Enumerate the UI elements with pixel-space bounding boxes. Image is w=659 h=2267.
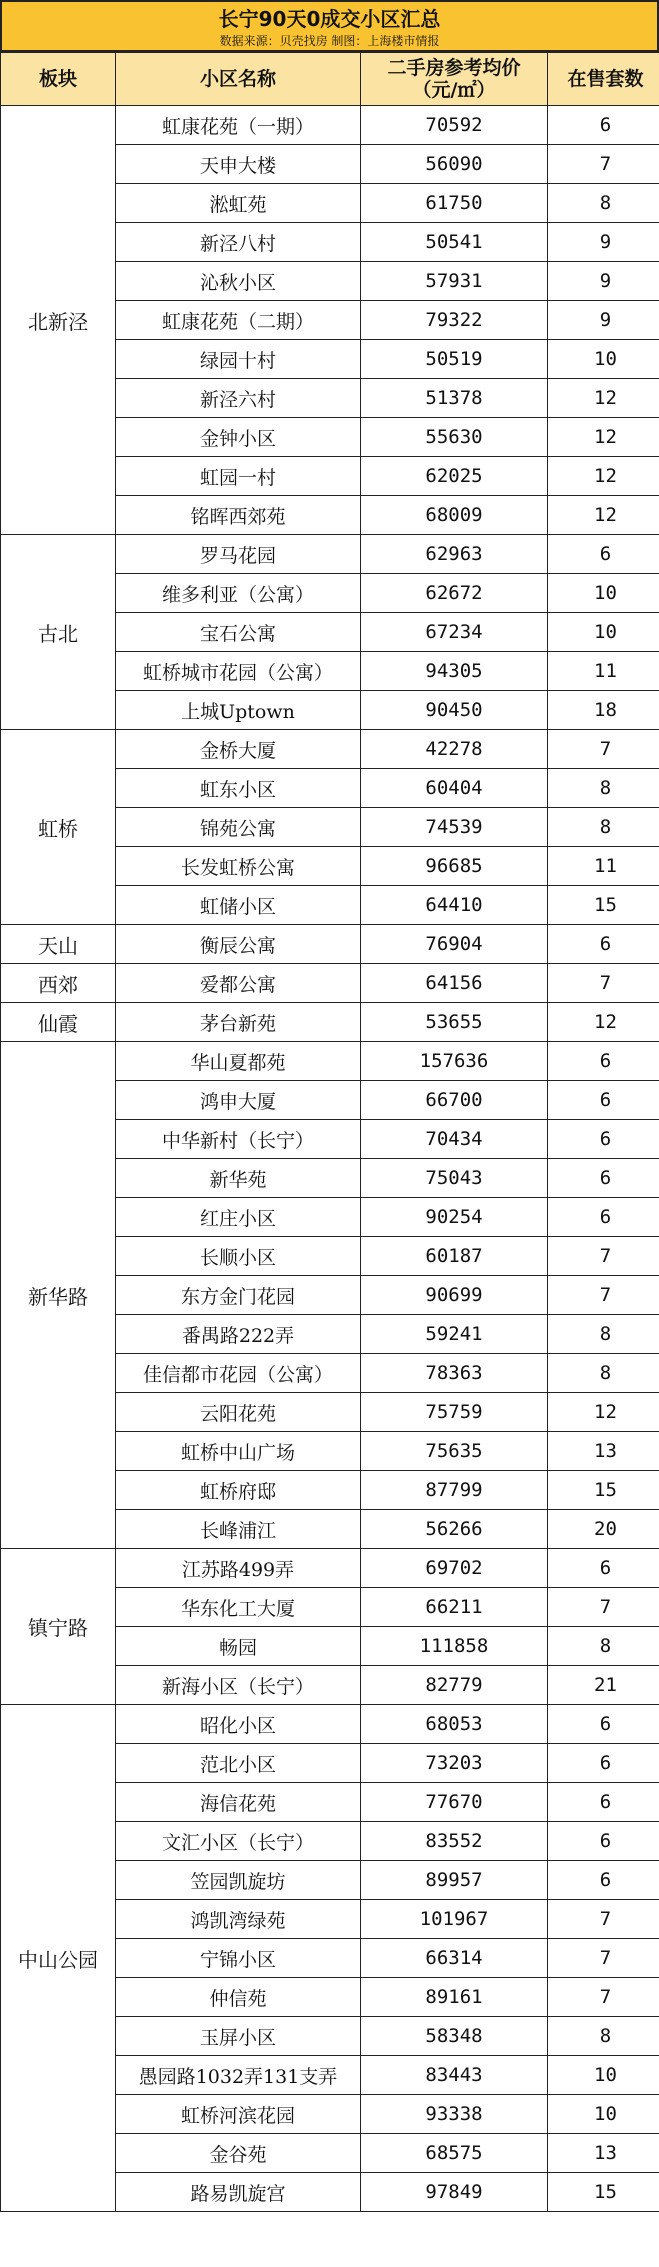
community-name-cell: 昭化小区 (116, 1705, 361, 1744)
table-row (1, 730, 659, 769)
listing-count-cell: 6 (548, 1159, 659, 1198)
district-cell: 新华路 (1, 1042, 116, 1549)
listing-count-cell: 6 (548, 1744, 659, 1783)
column-header-community: 小区名称 (116, 53, 361, 106)
community-name-cell: 虹桥府邸 (116, 1471, 361, 1510)
community-name-cell: 云阳花苑 (116, 1393, 361, 1432)
price-cell: 68575 (361, 2134, 548, 2173)
table-row (1, 964, 659, 1003)
price-cell: 75043 (361, 1159, 548, 1198)
listing-count-cell: 7 (548, 1276, 659, 1315)
listing-count-cell: 6 (548, 925, 659, 964)
listing-count-cell: 12 (548, 1003, 659, 1042)
community-name-cell: 锦苑公寓 (116, 808, 361, 847)
column-header-price (361, 53, 548, 106)
table-row (1, 1042, 659, 1081)
price-cell: 77670 (361, 1783, 548, 1822)
price-cell: 66700 (361, 1081, 548, 1120)
listing-count-cell: 7 (548, 1237, 659, 1276)
price-cell: 74539 (361, 808, 548, 847)
district-cell: 中山公园 (1, 1705, 116, 2212)
community-name-cell: 天申大楼 (116, 145, 361, 184)
listing-count-cell: 7 (548, 1978, 659, 2017)
price-cell: 53655 (361, 1003, 548, 1042)
price-cell: 57931 (361, 262, 548, 301)
listing-count-cell: 9 (548, 301, 659, 340)
community-name-cell: 茅台新苑 (116, 1003, 361, 1042)
community-name-cell: 虹东小区 (116, 769, 361, 808)
listing-count-cell: 9 (548, 223, 659, 262)
price-cell: 94305 (361, 652, 548, 691)
price-cell: 69702 (361, 1549, 548, 1588)
community-name-cell: 新泾八村 (116, 223, 361, 262)
price-cell: 59241 (361, 1315, 548, 1354)
district-cell: 镇宁路 (1, 1549, 116, 1705)
table-row (1, 1003, 659, 1042)
community-name-cell: 铭晖西郊苑 (116, 496, 361, 535)
community-name-cell: 愚园路1032弄131支弄 (116, 2056, 361, 2095)
listing-count-cell: 6 (548, 1783, 659, 1822)
price-cell: 68053 (361, 1705, 548, 1744)
listing-count-cell: 15 (548, 2173, 659, 2212)
community-name-cell: 宝石公寓 (116, 613, 361, 652)
community-name-cell: 金桥大厦 (116, 730, 361, 769)
price-cell: 56266 (361, 1510, 548, 1549)
listing-count-cell: 7 (548, 964, 659, 1003)
district-cell: 仙霞 (1, 1003, 116, 1042)
community-name-cell: 虹桥河滨花园 (116, 2095, 361, 2134)
community-name-cell: 罗马花园 (116, 535, 361, 574)
community-name-cell: 鸿申大厦 (116, 1081, 361, 1120)
price-cell: 62025 (361, 457, 548, 496)
listing-count-cell: 9 (548, 262, 659, 301)
listing-count-cell: 8 (548, 1627, 659, 1666)
price-cell: 62672 (361, 574, 548, 613)
community-name-cell: 笠园凯旋坊 (116, 1861, 361, 1900)
community-name-cell: 文汇小区（长宁） (116, 1822, 361, 1861)
table-body (1, 106, 659, 2212)
community-name-cell: 新华苑 (116, 1159, 361, 1198)
price-cell: 66211 (361, 1588, 548, 1627)
community-name-cell: 长峰浦江 (116, 1510, 361, 1549)
community-name-cell: 路易凯旋宫 (116, 2173, 361, 2212)
listing-count-cell: 7 (548, 1900, 659, 1939)
price-cell: 97849 (361, 2173, 548, 2212)
community-name-cell: 番禺路222弄 (116, 1315, 361, 1354)
listing-count-cell: 6 (548, 1042, 659, 1081)
district-cell: 古北 (1, 535, 116, 730)
price-cell: 62963 (361, 535, 548, 574)
community-name-cell: 金钟小区 (116, 418, 361, 457)
listing-count-cell: 21 (548, 1666, 659, 1705)
community-name-cell: 长发虹桥公寓 (116, 847, 361, 886)
community-name-cell: 中华新村（长宁） (116, 1120, 361, 1159)
price-cell: 90699 (361, 1276, 548, 1315)
listing-count-cell: 15 (548, 886, 659, 925)
table-row (1, 925, 659, 964)
price-header-line1: 二手房参考均价 (387, 57, 521, 79)
price-cell: 89957 (361, 1861, 548, 1900)
community-name-cell: 新泾六村 (116, 379, 361, 418)
price-cell: 90254 (361, 1198, 548, 1237)
price-cell: 64410 (361, 886, 548, 925)
price-cell: 55630 (361, 418, 548, 457)
community-name-cell: 华山夏都苑 (116, 1042, 361, 1081)
listing-count-cell: 7 (548, 1939, 659, 1978)
price-cell: 60187 (361, 1237, 548, 1276)
community-name-cell: 虹康花苑（二期） (116, 301, 361, 340)
listing-count-cell: 12 (548, 457, 659, 496)
district-cell: 西郊 (1, 964, 116, 1003)
price-cell: 70434 (361, 1120, 548, 1159)
community-name-cell: 维多利亚（公寓） (116, 574, 361, 613)
listing-count-cell: 7 (548, 730, 659, 769)
price-cell: 78363 (361, 1354, 548, 1393)
price-header-line2: （元/㎡） (412, 79, 496, 101)
community-name-cell: 鸿凯湾绿苑 (116, 1900, 361, 1939)
community-name-cell: 淞虹苑 (116, 184, 361, 223)
price-cell: 90450 (361, 691, 548, 730)
listing-count-cell: 6 (548, 1705, 659, 1744)
community-name-cell: 华东化工大厦 (116, 1588, 361, 1627)
community-name-cell: 虹园一村 (116, 457, 361, 496)
price-cell: 66314 (361, 1939, 548, 1978)
price-cell: 60404 (361, 769, 548, 808)
listing-count-cell: 13 (548, 1432, 659, 1471)
listing-count-cell: 7 (548, 145, 659, 184)
community-name-cell: 范北小区 (116, 1744, 361, 1783)
community-name-cell: 虹康花苑（一期） (116, 106, 361, 145)
listing-count-cell: 10 (548, 613, 659, 652)
listing-count-cell: 6 (548, 1198, 659, 1237)
price-cell: 76904 (361, 925, 548, 964)
community-name-cell: 宁锦小区 (116, 1939, 361, 1978)
community-name-cell: 江苏路499弄 (116, 1549, 361, 1588)
listing-count-cell: 11 (548, 652, 659, 691)
district-cell: 虹桥 (1, 730, 116, 925)
community-name-cell: 衡辰公寓 (116, 925, 361, 964)
source-note: 数据来源：贝壳找房 制图：上海楼市情报 (219, 34, 440, 48)
district-cell: 天山 (1, 925, 116, 964)
listing-count-cell: 6 (548, 106, 659, 145)
community-name-cell: 沁秋小区 (116, 262, 361, 301)
price-cell: 157636 (361, 1042, 548, 1081)
title-banner (0, 0, 659, 52)
community-name-cell: 金谷苑 (116, 2134, 361, 2173)
price-cell: 51378 (361, 379, 548, 418)
price-cell: 87799 (361, 1471, 548, 1510)
page-title: 长宁90天0成交小区汇总 (218, 7, 441, 31)
price-cell: 93338 (361, 2095, 548, 2134)
listing-count-cell: 12 (548, 418, 659, 457)
price-cell: 101967 (361, 1900, 548, 1939)
community-name-cell: 红庄小区 (116, 1198, 361, 1237)
listing-count-cell: 6 (548, 535, 659, 574)
community-name-cell: 佳信都市花园（公寓） (116, 1354, 361, 1393)
listing-count-cell: 10 (548, 2056, 659, 2095)
price-cell: 79322 (361, 301, 548, 340)
price-cell: 83552 (361, 1822, 548, 1861)
listing-count-cell: 8 (548, 1354, 659, 1393)
community-name-cell: 仲信苑 (116, 1978, 361, 2017)
community-name-cell: 海信花苑 (116, 1783, 361, 1822)
listing-count-cell: 8 (548, 2017, 659, 2056)
price-cell: 96685 (361, 847, 548, 886)
listing-count-cell: 18 (548, 691, 659, 730)
table-row (1, 1705, 659, 1744)
listing-count-cell: 10 (548, 574, 659, 613)
price-cell: 70592 (361, 106, 548, 145)
price-cell: 111858 (361, 1627, 548, 1666)
listing-count-cell: 6 (548, 1549, 659, 1588)
column-header-district: 板块 (1, 53, 116, 106)
community-name-cell: 绿园十村 (116, 340, 361, 379)
table-row (1, 1549, 659, 1588)
community-name-cell: 畅园 (116, 1627, 361, 1666)
community-name-cell: 玉屏小区 (116, 2017, 361, 2056)
listing-count-cell: 13 (548, 2134, 659, 2173)
community-name-cell: 虹桥中山广场 (116, 1432, 361, 1471)
community-table (0, 52, 659, 2212)
price-cell: 82779 (361, 1666, 548, 1705)
price-cell: 61750 (361, 184, 548, 223)
price-cell: 50519 (361, 340, 548, 379)
price-cell: 42278 (361, 730, 548, 769)
listing-count-cell: 7 (548, 1588, 659, 1627)
community-name-cell: 长顺小区 (116, 1237, 361, 1276)
header-row (1, 53, 659, 106)
listing-count-cell: 12 (548, 379, 659, 418)
price-cell: 67234 (361, 613, 548, 652)
listing-count-cell: 8 (548, 184, 659, 223)
listing-count-cell: 15 (548, 1471, 659, 1510)
price-cell: 75759 (361, 1393, 548, 1432)
price-cell: 64156 (361, 964, 548, 1003)
community-name-cell: 东方金门花园 (116, 1276, 361, 1315)
listing-count-cell: 8 (548, 808, 659, 847)
listing-count-cell: 10 (548, 340, 659, 379)
price-cell: 58348 (361, 2017, 548, 2056)
table-row (1, 535, 659, 574)
listing-count-cell: 6 (548, 1120, 659, 1159)
price-cell: 68009 (361, 496, 548, 535)
price-cell: 89161 (361, 1978, 548, 2017)
listing-count-cell: 20 (548, 1510, 659, 1549)
listing-count-cell: 8 (548, 1315, 659, 1354)
table-row (1, 106, 659, 145)
listing-count-cell: 12 (548, 496, 659, 535)
price-cell: 73203 (361, 1744, 548, 1783)
price-cell: 56090 (361, 145, 548, 184)
listing-count-cell: 6 (548, 1081, 659, 1120)
community-name-cell: 虹储小区 (116, 886, 361, 925)
listing-count-cell: 11 (548, 847, 659, 886)
community-name-cell: 虹桥城市花园（公寓） (116, 652, 361, 691)
community-name-cell: 新海小区（长宁） (116, 1666, 361, 1705)
listing-count-cell: 10 (548, 2095, 659, 2134)
column-header-count: 在售套数 (548, 53, 659, 106)
listing-count-cell: 8 (548, 769, 659, 808)
price-cell: 50541 (361, 223, 548, 262)
listing-count-cell: 6 (548, 1861, 659, 1900)
listing-count-cell: 12 (548, 1393, 659, 1432)
listing-count-cell: 6 (548, 1822, 659, 1861)
price-cell: 83443 (361, 2056, 548, 2095)
community-name-cell: 爱都公寓 (116, 964, 361, 1003)
price-cell: 75635 (361, 1432, 548, 1471)
district-cell: 北新泾 (1, 106, 116, 535)
community-name-cell: 上城Uptown (116, 691, 361, 730)
